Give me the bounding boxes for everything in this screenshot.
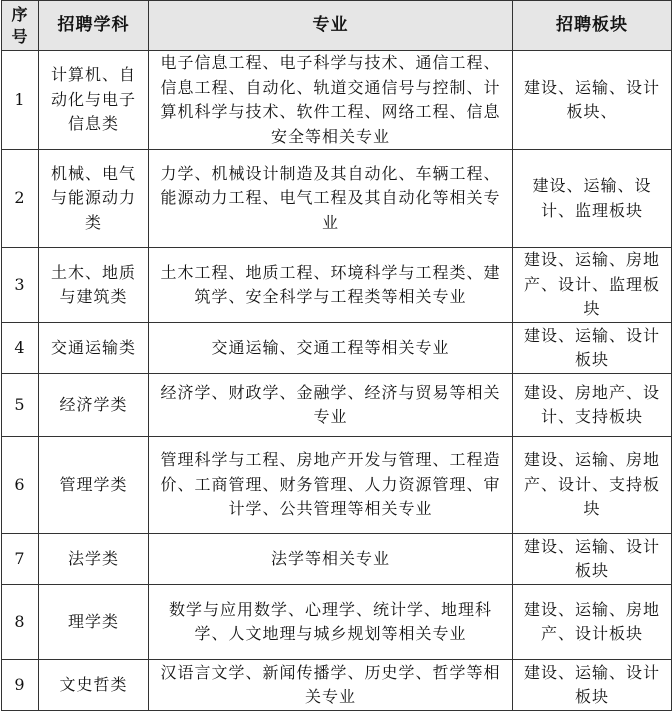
row-discipline: 理学类 <box>39 585 149 660</box>
row-discipline: 文史哲类 <box>39 660 149 711</box>
row-index: 3 <box>2 248 39 323</box>
table-row <box>2 374 672 437</box>
table-row <box>2 660 672 711</box>
row-discipline: 经济学类 <box>39 374 149 437</box>
table-row <box>2 323 672 374</box>
row-major: 经济学、财政学、金融学、经济与贸易等相关专业 <box>149 374 513 437</box>
row-major: 法学等相关专业 <box>149 534 513 585</box>
row-board: 建设、运输、设计、监理板块 <box>513 150 672 248</box>
row-discipline: 计算机、自动化与电子信息类 <box>39 51 149 150</box>
row-board: 建设、运输、设计板块 <box>513 660 672 711</box>
row-board: 建设、运输、设计板块、 <box>513 51 672 150</box>
row-major: 汉语言文学、新闻传播学、历史学、哲学等相关专业 <box>149 660 513 711</box>
header-major: 专业 <box>149 1 513 51</box>
header-index: 序号 <box>2 1 39 51</box>
row-major: 土木工程、地质工程、环境科学与工程类、建筑学、安全科学与工程类等相关专业 <box>149 248 513 323</box>
table-row <box>2 51 672 150</box>
row-discipline: 管理学类 <box>39 437 149 534</box>
row-board: 建设、运输、设计板块 <box>513 323 672 374</box>
table-body <box>2 51 672 711</box>
row-discipline: 法学类 <box>39 534 149 585</box>
row-board: 建设、运输、房地产、设计板块 <box>513 585 672 660</box>
row-index: 1 <box>2 51 39 150</box>
table-row <box>2 585 672 660</box>
recruitment-table <box>1 0 672 711</box>
table-row <box>2 150 672 248</box>
row-index: 2 <box>2 150 39 248</box>
table-row <box>2 534 672 585</box>
row-board: 建设、运输、房地产、设计、监理板块 <box>513 248 672 323</box>
row-discipline: 交通运输类 <box>39 323 149 374</box>
row-major: 管理科学与工程、房地产开发与管理、工程造价、工商管理、财务管理、人力资源管理、审计学、公共管理等相关专业 <box>149 437 513 534</box>
table-header <box>2 1 672 51</box>
row-discipline: 土木、地质与建筑类 <box>39 248 149 323</box>
row-major: 电子信息工程、电子科学与技术、通信工程、信息工程、自动化、轨道交通信号与控制、计算机科学与技术、软件工程、网络工程、信息安全等相关专业 <box>149 51 513 150</box>
row-index: 8 <box>2 585 39 660</box>
row-index: 5 <box>2 374 39 437</box>
table-row <box>2 248 672 323</box>
row-index: 9 <box>2 660 39 711</box>
row-major: 交通运输、交通工程等相关专业 <box>149 323 513 374</box>
table-row <box>2 437 672 534</box>
header-row <box>2 1 672 51</box>
row-major: 力学、机械设计制造及其自动化、车辆工程、能源动力工程、电气工程及其自动化等相关专业 <box>149 150 513 248</box>
row-board: 建设、运输、房地产、设计、支持板块 <box>513 437 672 534</box>
header-board: 招聘板块 <box>513 1 672 51</box>
row-index: 4 <box>2 323 39 374</box>
header-discipline: 招聘学科 <box>39 1 149 51</box>
row-discipline: 机械、电气与能源动力类 <box>39 150 149 248</box>
row-major: 数学与应用数学、心理学、统计学、地理科学、人文地理与城乡规划等相关专业 <box>149 585 513 660</box>
row-index: 6 <box>2 437 39 534</box>
row-board: 建设、运输、设计板块 <box>513 534 672 585</box>
row-board: 建设、房地产、设计、支持板块 <box>513 374 672 437</box>
row-index: 7 <box>2 534 39 585</box>
